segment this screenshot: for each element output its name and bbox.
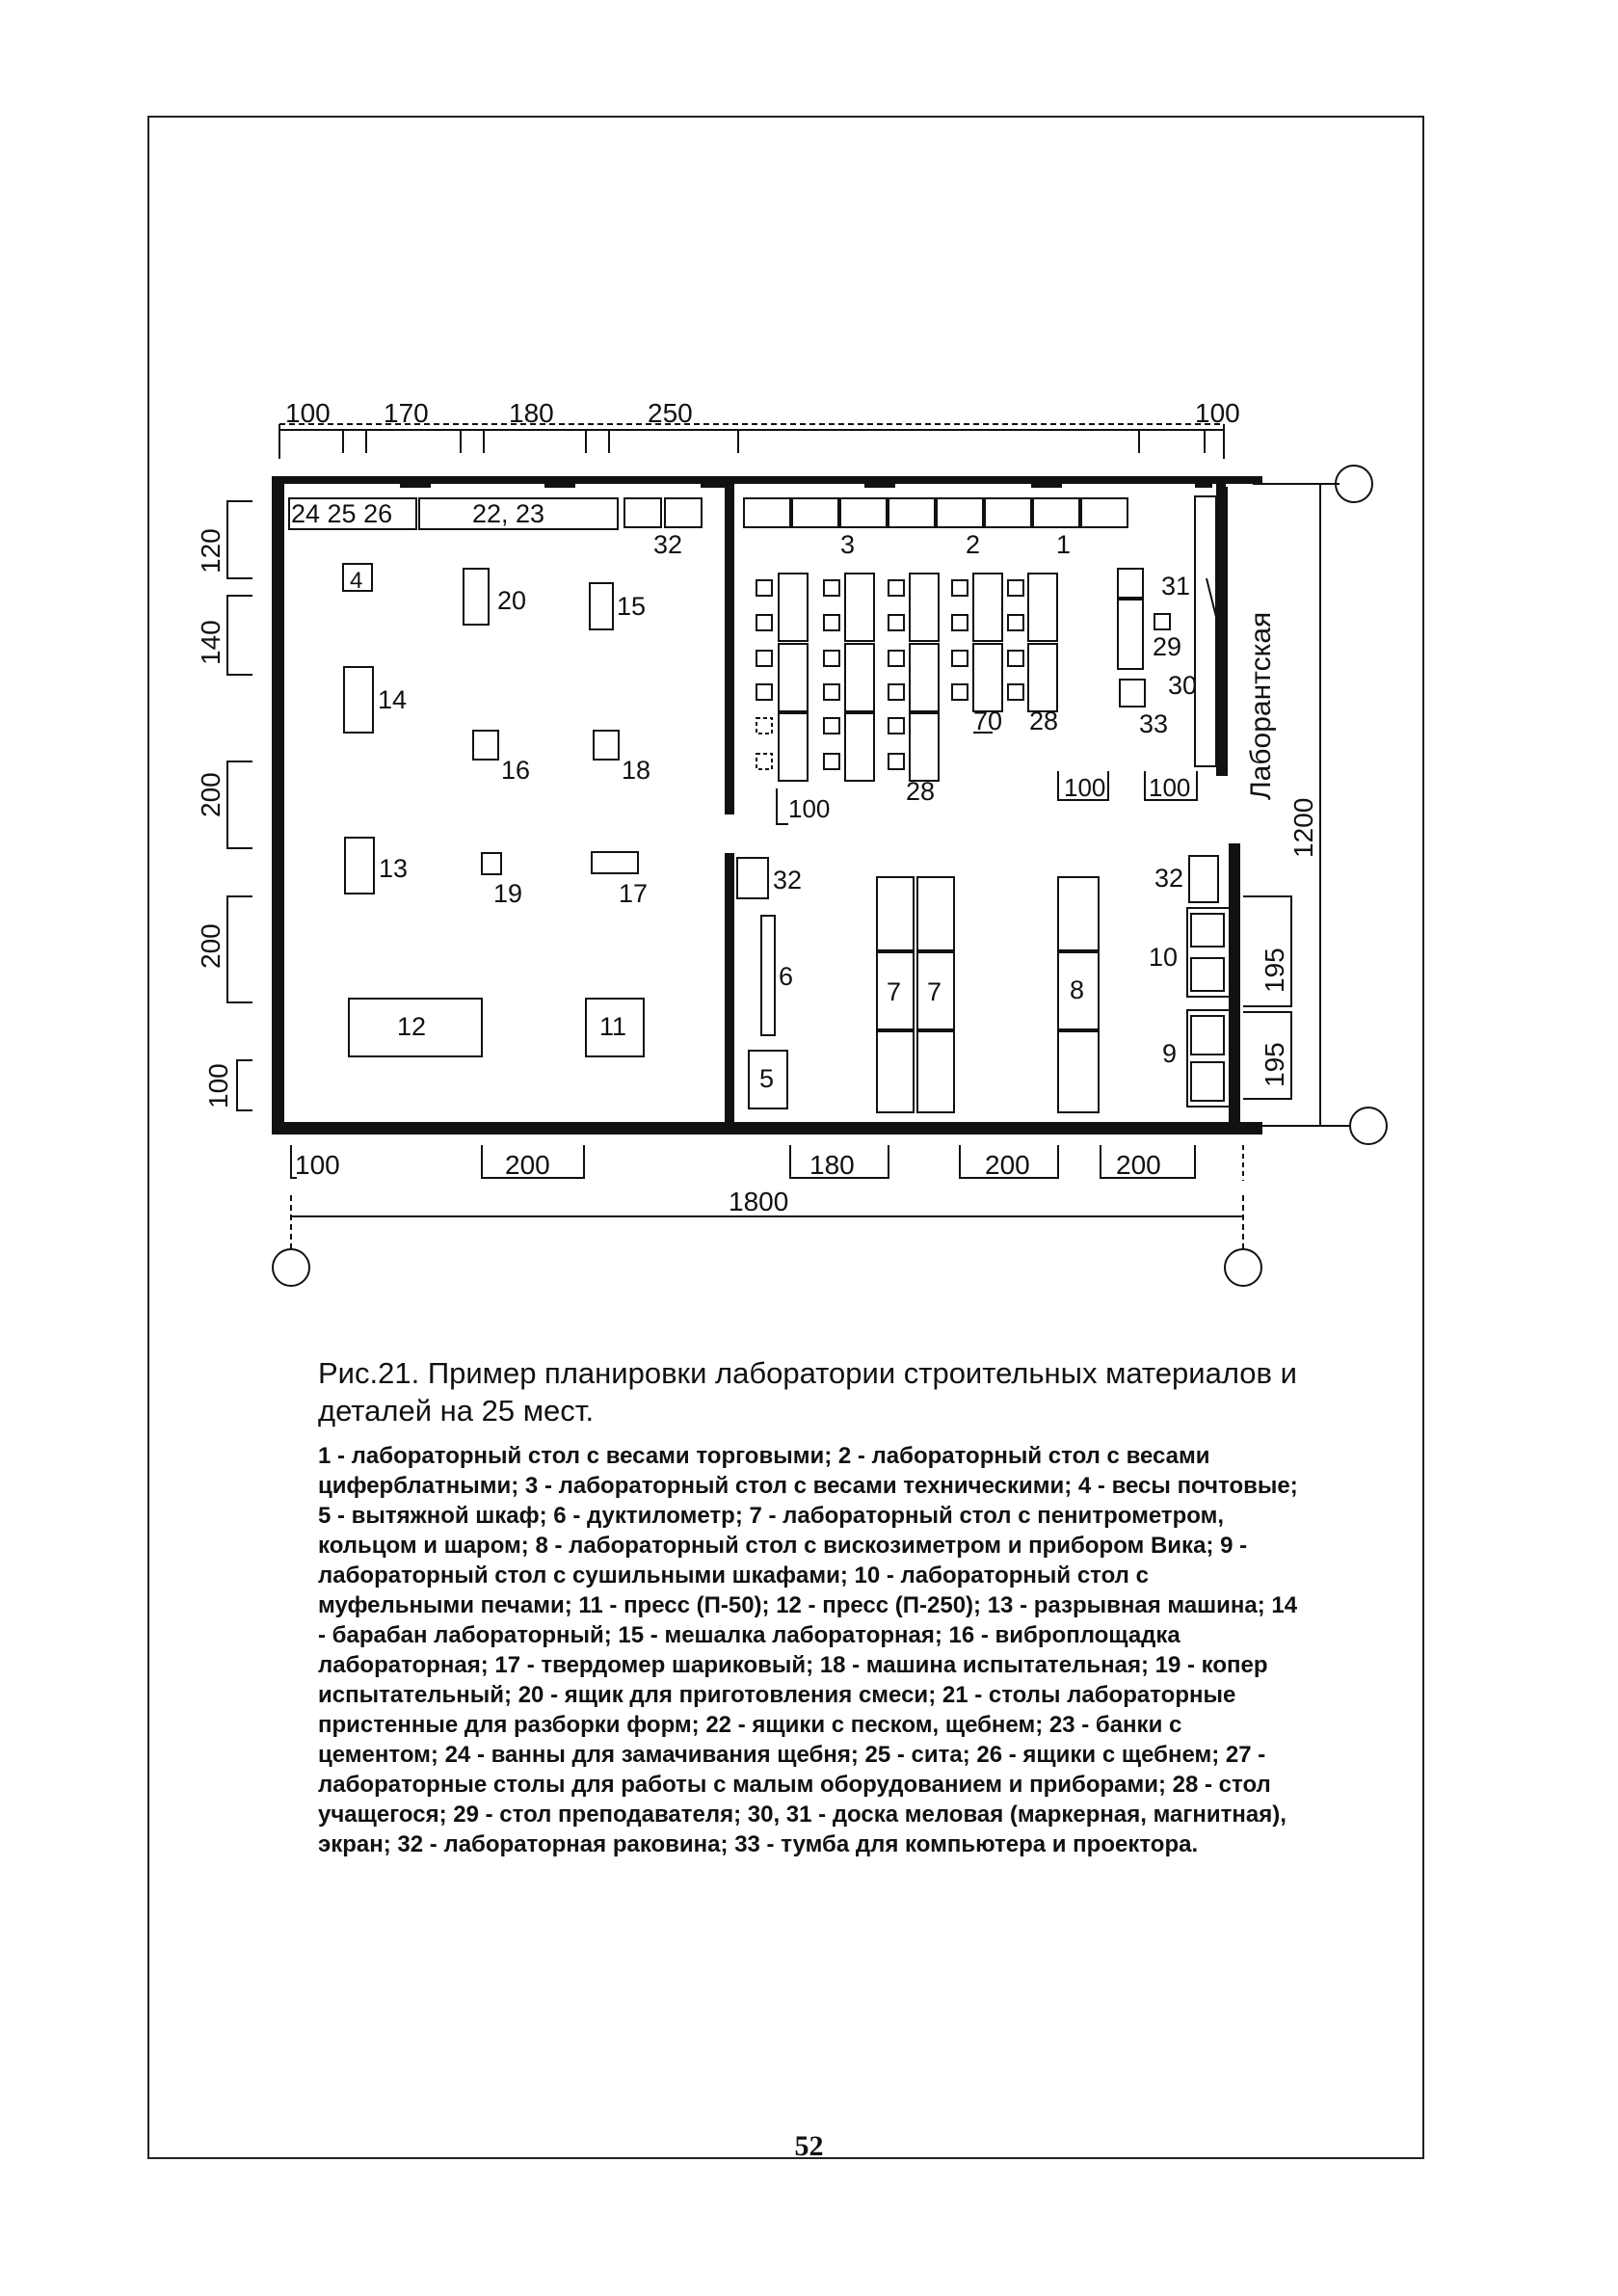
dim-left-120: 120 bbox=[196, 528, 225, 574]
axis-marker-top-right bbox=[1336, 466, 1372, 502]
label-14: 14 bbox=[378, 685, 408, 714]
dim-top-100-right: 100 bbox=[1195, 398, 1240, 428]
computer-stand-33 bbox=[1120, 680, 1145, 707]
label-1: 1 bbox=[1056, 530, 1072, 559]
dim-total-1800: 1800 bbox=[729, 1187, 789, 1216]
item-19-box bbox=[482, 853, 501, 874]
label-18: 18 bbox=[622, 756, 651, 785]
dim-left-100: 100 bbox=[203, 1063, 233, 1108]
dim-left-140: 140 bbox=[196, 620, 225, 665]
dim-top-100: 100 bbox=[285, 398, 331, 428]
dim-left-200-a: 200 bbox=[196, 772, 225, 817]
wall-tables-row bbox=[744, 498, 1127, 527]
dim-right-195-a: 195 bbox=[1260, 948, 1289, 993]
item-16-box bbox=[473, 731, 498, 760]
label-70: 70 bbox=[973, 707, 1003, 735]
label-31: 31 bbox=[1161, 572, 1191, 601]
label-22-23: 22, 23 bbox=[472, 499, 545, 528]
label-7-a: 7 bbox=[887, 977, 902, 1006]
teacher-desk-29 bbox=[1118, 600, 1143, 669]
dim-gap-100-b: 100 bbox=[1064, 773, 1106, 802]
item-13-box bbox=[345, 838, 374, 894]
lab-cabinet-wall bbox=[1195, 496, 1216, 766]
label-7-b: 7 bbox=[927, 977, 942, 1006]
dim-top-180: 180 bbox=[509, 398, 554, 428]
teacher-chair bbox=[1154, 614, 1170, 629]
label-6: 6 bbox=[779, 962, 794, 991]
item-20-box bbox=[464, 569, 489, 625]
dim-bottom-200-b: 200 bbox=[985, 1150, 1030, 1180]
label-9: 9 bbox=[1162, 1039, 1178, 1068]
label-11: 11 bbox=[599, 1012, 627, 1041]
dim-bottom-200-c: 200 bbox=[1116, 1150, 1161, 1180]
sink-32-lower-right bbox=[1189, 856, 1218, 902]
axis-marker-bottom-right-2 bbox=[1225, 1249, 1261, 1286]
page-number: 52 bbox=[794, 2130, 824, 2162]
label-33: 33 bbox=[1139, 709, 1169, 738]
label-8: 8 bbox=[1070, 975, 1085, 1004]
label-3: 3 bbox=[840, 530, 856, 559]
left-dimension-lines bbox=[227, 501, 252, 1110]
dim-bottom-200: 200 bbox=[505, 1150, 550, 1180]
axis-marker-bottom-left bbox=[273, 1249, 309, 1286]
room-label-laborantskaya: Лаборантская bbox=[1245, 611, 1277, 800]
figure-title: Рис.21. Пример планировки лаборатории строительных материалов и деталей на 25 мест. bbox=[318, 1356, 1297, 1428]
dim-top-250: 250 bbox=[648, 398, 693, 428]
label-28-b: 28 bbox=[906, 777, 936, 806]
student-desks bbox=[779, 574, 1057, 781]
label-28-a: 28 bbox=[1029, 707, 1059, 735]
label-32-lower-left: 32 bbox=[773, 866, 803, 894]
label-10: 10 bbox=[1149, 943, 1179, 972]
dim-left-200-b: 200 bbox=[196, 923, 225, 969]
dim-top-170: 170 bbox=[384, 398, 429, 428]
dim-gap-100-a: 100 bbox=[788, 794, 831, 823]
item-18-box bbox=[594, 731, 619, 760]
label-24-26: 24 25 26 bbox=[291, 499, 393, 528]
label-12: 12 bbox=[397, 1012, 427, 1041]
label-29: 29 bbox=[1153, 632, 1182, 661]
label-16: 16 bbox=[501, 756, 531, 785]
label-30: 30 bbox=[1168, 671, 1198, 700]
label-4: 4 bbox=[350, 568, 363, 594]
label-32-top: 32 bbox=[653, 530, 683, 559]
item-14-box bbox=[344, 667, 373, 733]
label-5: 5 bbox=[759, 1064, 775, 1093]
label-13: 13 bbox=[379, 854, 409, 883]
sink-32-left bbox=[624, 498, 661, 527]
item-15-box bbox=[590, 583, 613, 629]
dim-bottom-100: 100 bbox=[295, 1150, 340, 1180]
label-15: 15 bbox=[617, 592, 647, 621]
figure-caption bbox=[318, 1354, 1301, 1859]
room-dim-lines bbox=[777, 733, 1197, 824]
label-2: 2 bbox=[966, 530, 981, 559]
dim-bottom-180: 180 bbox=[809, 1150, 855, 1180]
item-17-box bbox=[592, 852, 638, 873]
figure-legend: 1 - лабораторный стол с весами торговыми; 2 - лабораторный стол с весами циферблатными; 3 - лабораторный стол с весами техническими; 4 - весы почтовые; 5 - вытяжной шкаф; 6 - дуктилометр; 7 - лабораторный стол с пенитрометром, кольцом и шаром; 8 - лабораторный стол с вискозиметром и прибором Вика; 9 - лабораторный стол с сушильными шкафами; 10 - лабораторный стол с муфельными печами; 11 - пресс (П-50); 12 - пресс (П-250); 13 - разрывная машина; 14 - барабан лабораторный; 15 - мешалка лабораторная; 16 - виброплощадка лабораторная; 17 - твердомер шариковый; 18 - машина испытательная; 19 - копер испытательный; 20 - ящик для приготовления смеси; 21 - столы лабораторные пристенные для разборки форм; 22 - ящики с песком, щебнем; 23 - банки с цементом; 24 - ванны для замачивания щебня; 25 - сита; 26 - ящики с щебнем; 27 - лабораторные столы для работы с малым оборудованием и приборами; 28 - стол учащегося; 29 - стол преподавателя; 30, 31 - доска меловая (маркерная, магнитная), экран; 32 - лабораторная раковина; 33 - тумба для компьютера и проектора. bbox=[318, 1443, 1298, 1857]
label-32-lower-right: 32 bbox=[1154, 864, 1184, 893]
dim-right-1200: 1200 bbox=[1288, 797, 1318, 858]
top-dimension-lines bbox=[279, 424, 1224, 459]
sink-32-lower-left bbox=[737, 858, 768, 898]
dim-right-195-b: 195 bbox=[1260, 1042, 1289, 1087]
label-20: 20 bbox=[497, 586, 527, 615]
teacher-board-31 bbox=[1118, 569, 1143, 598]
sink-32-right bbox=[665, 498, 702, 527]
axis-marker-bottom-right bbox=[1350, 1108, 1387, 1144]
dim-gap-100-c: 100 bbox=[1149, 773, 1191, 802]
label-17: 17 bbox=[619, 879, 649, 908]
item-9-10-tables bbox=[1187, 908, 1230, 1107]
label-19: 19 bbox=[493, 879, 523, 908]
item-6-ductilometer bbox=[761, 916, 775, 1035]
